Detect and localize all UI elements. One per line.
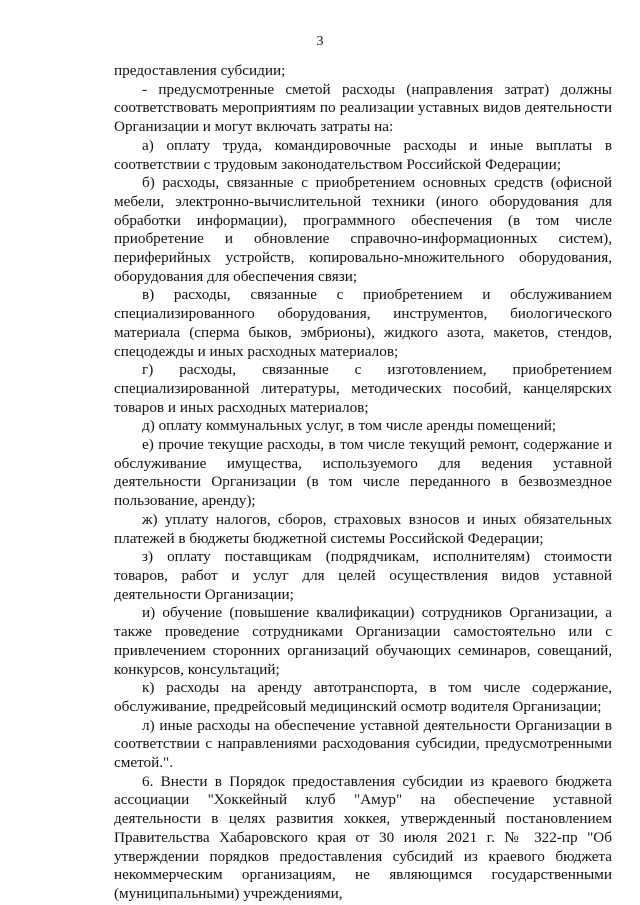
- page-number: 3: [316, 34, 324, 49]
- list-item-i: и) обучение (повышение квалификации) сотрудников Организации, а также проведение сотрудниками Организации самостоятельно или с привлечением сторонних организаций обучающих семинаров, совещаний, конкурсов, консультаций;: [114, 604, 612, 678]
- list-item-l: л) иные расходы на обеспечение уставной деятельности Организации в соответствии с направлениями расходования субсидии, предусмотренными сметой.".: [114, 716, 612, 772]
- paragraph-estimate-requirements: - предусмотренные сметой расходы (направления затрат) должны соответствовать мероприятиям по реализации уставных видов деятельности Организации и могут включать затраты на:: [114, 80, 612, 136]
- paragraph-continuation: предоставления субсидии;: [114, 62, 286, 79]
- list-item-v: в) расходы, связанные с приобретением и обслуживанием специализированного оборудования, инструментов, биологического материала (сперма быков, эмбрионы), жидкого азота, макетов, стендов, спецодежды и иных расходных материалов;: [114, 286, 612, 360]
- list-item-zh: ж) уплату налогов, сборов, страховых взносов и иных обязательных платежей в бюджеты бюджетной системы Российской Федерации;: [114, 510, 612, 547]
- list-item-e: е) прочие текущие расходы, в том числе текущий ремонт, содержание и обслуживание имущества, используемого для ведения уставной деятельности Организации (в том числе переданного в безвозмездное пользование, аренду);: [114, 436, 612, 510]
- list-item-a: а) оплату труда, командировочные расходы и иные выплаты в соответствии с трудовым законодательством Российской Федерации;: [114, 136, 612, 173]
- document-body: [114, 62, 612, 904]
- paragraph-item-6: 6. Внести в Порядок предоставления субсидии из краевого бюджета ассоциации "Хоккейный клуб "Амур" на обеспечение уставной деятельности в целях развития хоккея, утвержденный постановлением Правительства Хабаровского края от 30 июля 2021 г. № 322-пр "Об утверждении порядков предоставления субсидий из краевого бюджета некоммерческим организациям, не являющимся государственными (муниципальными) учреждениями,: [114, 772, 612, 902]
- list-item-b: б) расходы, связанные с приобретением основных средств (офисной мебели, электронно-вычислительной техники (иного оборудования для обработки информации), программного обеспечения (в том числе приобретение и обновление справочно-информационных систем), периферийных устройств, копировально-множительного оборудования, оборудования для обеспечения связи;: [114, 174, 612, 285]
- list-item-g: г) расходы, связанные с изготовлением, приобретением специализированной литературы, методических пособий, канцелярских товаров и иных расходных материалов;: [114, 361, 612, 416]
- list-item-k: к) расходы на аренду автотранспорта, в том числе содержание, обслуживание, предрейсовый медицинский осмотр водителя Организации;: [114, 679, 612, 715]
- list-item-d: д) оплату коммунальных услуг, в том числе аренды помещений;: [142, 417, 557, 435]
- list-item-z: з) оплату поставщикам (подрядчикам, исполнителям) стоимости товаров, работ и услуг для целей осуществления видов уставной деятельности Организации;: [114, 548, 612, 603]
